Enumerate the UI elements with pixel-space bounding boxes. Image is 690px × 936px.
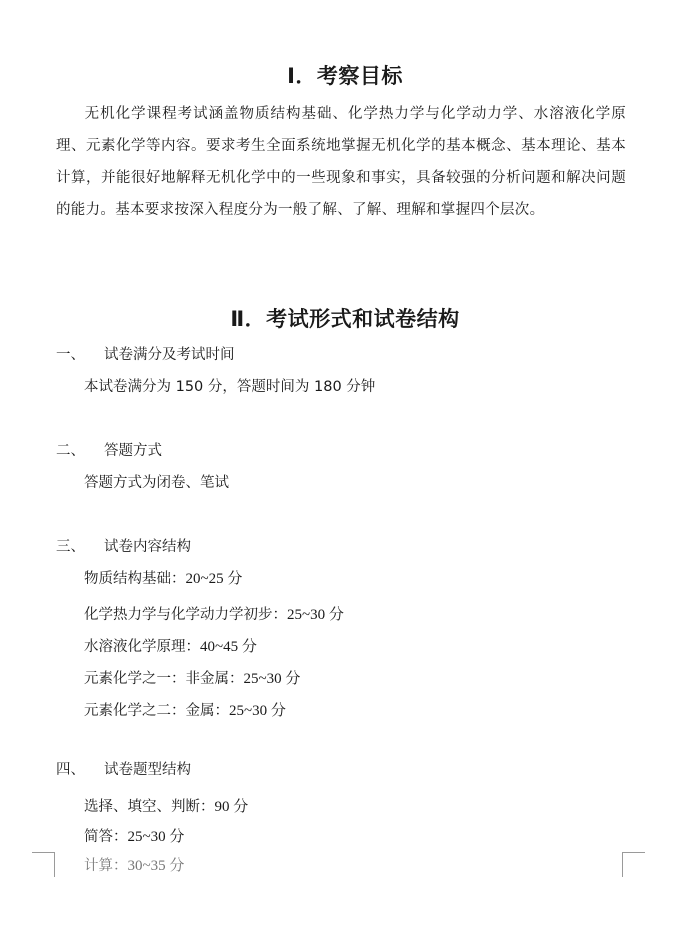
content-line bbox=[84, 567, 242, 588]
line-value: 90 分 bbox=[214, 799, 249, 815]
page-corner-mark-right bbox=[622, 852, 645, 877]
content-line bbox=[84, 795, 248, 816]
line-label: 答题方式为闭卷、笔试 bbox=[84, 475, 229, 491]
section-heading-text: 试卷满分及考试时间 bbox=[104, 347, 235, 363]
section1-paragraph-text: 无机化学课程考试涵盖物质结构基础、化学热力学与化学动力学、水溶液化学原理、元素化学等内容。要求考生全面系统地掌握无机化学的基本概念、基本理论、基本计算，并能很好地解释无机化学中的一些现象和事实，具备较强的分析问题和解决问题的能力。基本要求按深入程度分为一般了解、了解、理解和掌握四个层次。 bbox=[56, 106, 626, 218]
line-label: 元素化学之一：非金属： bbox=[84, 671, 244, 687]
line-label: 水溶液化学原理： bbox=[84, 639, 200, 655]
content-line bbox=[84, 603, 344, 624]
section-heading-1 bbox=[56, 343, 235, 364]
line-label: 物质结构基础： bbox=[84, 571, 186, 587]
line-value: 25~30 分 bbox=[243, 671, 301, 687]
section-number: 四、 bbox=[56, 762, 85, 778]
section-number: 二、 bbox=[56, 443, 85, 459]
page-corner-mark-left bbox=[32, 852, 55, 877]
line-label: 化学热力学与化学动力学初步： bbox=[84, 607, 287, 623]
section-heading-text: 答题方式 bbox=[104, 443, 162, 459]
content-line bbox=[84, 471, 229, 492]
content-line bbox=[84, 699, 286, 720]
line-value: 40~45 分 bbox=[200, 639, 257, 655]
line-value: 20~25 分 bbox=[185, 571, 243, 587]
line-label: 元素化学之二：金属： bbox=[84, 703, 229, 719]
line-value: 25~30 分 bbox=[127, 829, 185, 845]
content-line bbox=[84, 375, 375, 396]
line-label: 本试卷满分为 150 分，答题时间为 180 分钟 bbox=[84, 379, 376, 395]
content-line bbox=[84, 854, 184, 875]
section-heading-4 bbox=[56, 758, 191, 779]
section-heading-text: 试卷内容结构 bbox=[104, 539, 191, 555]
section2-title: Ⅱ．考试形式和试卷结构 bbox=[230, 307, 460, 331]
section-number: 一、 bbox=[56, 347, 85, 363]
section-heading-text: 试卷题型结构 bbox=[104, 762, 191, 778]
section-heading-3 bbox=[56, 535, 191, 556]
section-number: 三、 bbox=[56, 539, 85, 555]
content-line bbox=[84, 635, 257, 656]
line-label: 选择、填空、判断： bbox=[84, 799, 215, 815]
line-value: 30~35 分 bbox=[127, 858, 185, 874]
line-value: 25~30 分 bbox=[229, 703, 286, 719]
content-line bbox=[84, 825, 184, 846]
section1-title: Ⅰ．考察目标 bbox=[287, 64, 403, 88]
section1-paragraph bbox=[56, 98, 626, 226]
line-label: 简答： bbox=[84, 829, 128, 845]
line-value: 25~30 分 bbox=[287, 607, 344, 623]
line-label: 计算： bbox=[84, 858, 128, 874]
section-heading-2 bbox=[56, 439, 162, 460]
content-line bbox=[84, 667, 300, 688]
